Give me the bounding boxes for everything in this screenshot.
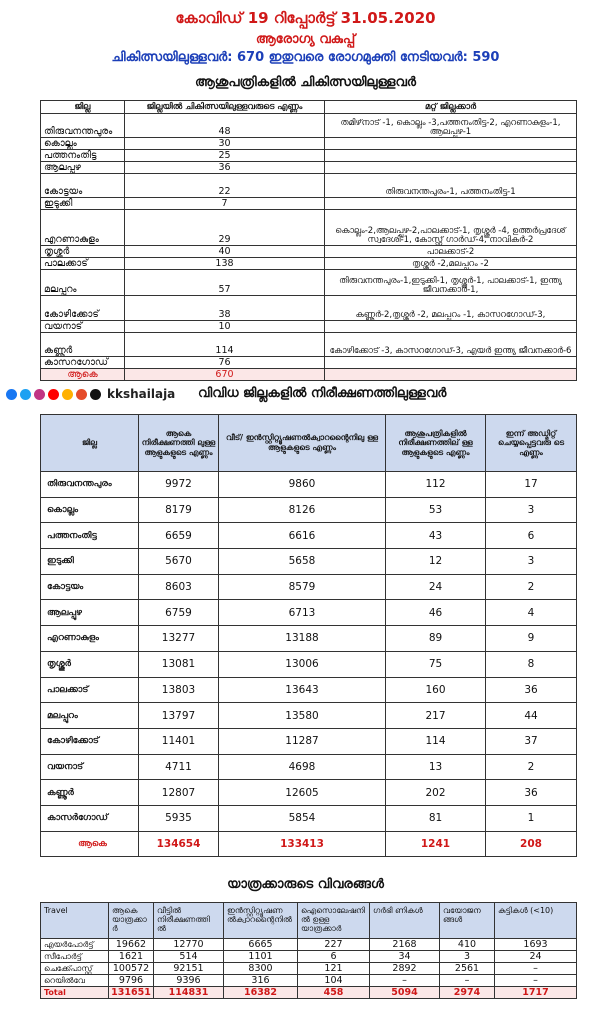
value-cell: 5854 xyxy=(219,805,386,831)
value-cell: 202 xyxy=(386,780,486,806)
table-row xyxy=(41,728,577,754)
value-cell: 2892 xyxy=(370,963,440,975)
value-cell: 53 xyxy=(386,497,486,523)
total-count: 670 xyxy=(125,369,325,381)
value-cell: 19662 xyxy=(109,939,154,951)
total-label: ആകെ xyxy=(41,831,139,857)
col-header-other-districts: മറ്റ് ജില്ലക്കാർ xyxy=(325,101,577,114)
value-cell: 13797 xyxy=(139,703,219,729)
travel-type-cell: റെയിൽവേ xyxy=(41,975,109,987)
total-value: 133413 xyxy=(219,831,386,857)
value-cell: 6665 xyxy=(224,939,298,951)
table-row xyxy=(41,574,577,600)
value-cell: 13803 xyxy=(139,677,219,703)
summary-line: ചികിത്സയിലുള്ളവർ: 670 ഇതുവരെ രോഗമുക്തി നേടിയവർ: 590 xyxy=(111,50,500,65)
value-cell: 8579 xyxy=(219,574,386,600)
value-cell: 227 xyxy=(298,939,370,951)
col-header: ഇൻസ്റ്റിറ്റ്യൂഷണ ൽക്വാറന്റൈനിൽ xyxy=(224,903,298,939)
count-cell: 48 xyxy=(125,114,325,138)
count-cell: 114 xyxy=(125,333,325,357)
other-districts-cell xyxy=(325,357,577,369)
col-header: വീട്/ ഇൻസ്റ്റിറ്റ്യൂഷണൽക്വാറന്റൈനിലു ള്ള ആളുകളുടെ എണ്ണം xyxy=(219,415,386,472)
total-row xyxy=(41,831,577,857)
table-row xyxy=(41,162,577,174)
district-cell: ആലപ്പുഴ xyxy=(41,600,139,626)
travellers-table xyxy=(40,902,577,999)
district-cell: പാലക്കാട് xyxy=(41,258,125,270)
value-cell: 81 xyxy=(386,805,486,831)
col-header: ഐസൊലേഷനി ൽ ഉള്ള യാത്രക്കാർ xyxy=(298,903,370,939)
section3-title: യാത്രക്കാരുടെ വിവരങ്ങൾ xyxy=(227,877,384,892)
value-cell: 36 xyxy=(486,677,577,703)
value-cell: 24 xyxy=(386,574,486,600)
value-cell: 8126 xyxy=(219,497,386,523)
value-cell: 6616 xyxy=(219,523,386,549)
col-header: ഇന്ന് അഡ്മിറ്റ് ചെയ്യപ്പെട്ടവരു ടെ എണ്ണം xyxy=(486,415,577,472)
district-cell: എറണാകുളം xyxy=(41,210,125,246)
value-cell: 36 xyxy=(486,780,577,806)
facebook-icon xyxy=(6,389,17,400)
table-row xyxy=(41,258,577,270)
table-row xyxy=(41,523,577,549)
other-districts-cell: തമിഴ്‌നാട് -1, കൊല്ലം -3,പത്തനംതിട്ട-2, എറണാകുളം-1, ആലപ്പുഴ-1 xyxy=(325,114,577,138)
value-cell: – xyxy=(440,975,495,987)
table-row xyxy=(41,357,577,369)
table-row xyxy=(41,174,577,198)
value-cell: 6 xyxy=(486,523,577,549)
table-row xyxy=(41,549,577,575)
total-value: 1717 xyxy=(495,987,577,999)
table-row xyxy=(41,333,577,357)
travel-type-cell: എയർപോർട്ട് xyxy=(41,939,109,951)
col-header: ആകെ നിരീക്ഷണത്തി ലുള്ള ആളുകളുടെ എണ്ണം xyxy=(139,415,219,472)
value-cell: 9 xyxy=(486,626,577,652)
col-header: Travel xyxy=(41,903,109,939)
count-cell: 57 xyxy=(125,270,325,296)
table-row xyxy=(41,703,577,729)
value-cell: 514 xyxy=(154,951,224,963)
social-handle: kkshailaja xyxy=(107,387,176,401)
value-cell: 6 xyxy=(298,951,370,963)
other-districts-cell xyxy=(325,321,577,333)
value-cell: 8 xyxy=(486,651,577,677)
count-cell: 40 xyxy=(125,246,325,258)
helo-icon xyxy=(76,389,87,400)
department-title: ആരോഗ്യ വകുപ്പ് xyxy=(255,32,356,47)
value-cell: 2561 xyxy=(440,963,495,975)
travel-type-cell: സീപോർട്ട് xyxy=(41,951,109,963)
value-cell: 5935 xyxy=(139,805,219,831)
col-header: ആകെ യാത്രക്കാ ർ xyxy=(109,903,154,939)
table-row xyxy=(41,497,577,523)
count-cell: 76 xyxy=(125,357,325,369)
other-districts-cell xyxy=(325,162,577,174)
total-value: 134654 xyxy=(139,831,219,857)
other-districts-cell xyxy=(325,150,577,162)
district-cell: കൊല്ലം xyxy=(41,497,139,523)
col-header-district: ജില്ല xyxy=(41,101,125,114)
table-row xyxy=(41,150,577,162)
social-icons xyxy=(6,389,101,400)
tiktok-icon xyxy=(90,389,101,400)
value-cell: 24 xyxy=(495,951,577,963)
value-cell: 13580 xyxy=(219,703,386,729)
count-cell: 30 xyxy=(125,138,325,150)
value-cell: 112 xyxy=(386,472,486,498)
col-header: ജില്ല xyxy=(41,415,139,472)
other-districts-cell: തൃശ്ശൂർ -2,മലപ്പുറം -2 xyxy=(325,258,577,270)
count-cell: 29 xyxy=(125,210,325,246)
table-row xyxy=(41,754,577,780)
col-header: കുട്ടികൾ (<10) xyxy=(495,903,577,939)
value-cell: 4 xyxy=(486,600,577,626)
district-cell: കാസർഗോഡ് xyxy=(41,805,139,831)
value-cell: 13188 xyxy=(219,626,386,652)
col-header: വയോജന ങ്ങൾ xyxy=(440,903,495,939)
value-cell: 43 xyxy=(386,523,486,549)
table-row xyxy=(41,780,577,806)
table-row xyxy=(41,600,577,626)
district-cell: കോഴിക്കോട് xyxy=(41,296,125,321)
table-row xyxy=(41,939,577,951)
table-row xyxy=(41,975,577,987)
value-cell: 8603 xyxy=(139,574,219,600)
table-row xyxy=(41,296,577,321)
hospital-treatment-table xyxy=(40,100,577,381)
value-cell: 6759 xyxy=(139,600,219,626)
district-cell: തിരുവനന്തപുരം xyxy=(41,472,139,498)
value-cell: 9972 xyxy=(139,472,219,498)
value-cell: 6659 xyxy=(139,523,219,549)
value-cell: 104 xyxy=(298,975,370,987)
value-cell: 114 xyxy=(386,728,486,754)
table-row xyxy=(41,677,577,703)
value-cell: 37 xyxy=(486,728,577,754)
district-cell: കോഴിക്കോട് xyxy=(41,728,139,754)
count-cell: 25 xyxy=(125,150,325,162)
value-cell: 2 xyxy=(486,574,577,600)
col-header: ഗർഭി ണികൾ xyxy=(370,903,440,939)
table-row xyxy=(41,114,577,138)
other-districts-cell: പാലക്കാട്-2 xyxy=(325,246,577,258)
district-cell: കോട്ടയം xyxy=(41,174,125,198)
value-cell: – xyxy=(370,975,440,987)
total-value: 131651 xyxy=(109,987,154,999)
value-cell: 34 xyxy=(370,951,440,963)
value-cell: 160 xyxy=(386,677,486,703)
district-cell: തൃശ്ശൂർ xyxy=(41,651,139,677)
district-cell: ഇടുക്കി xyxy=(41,549,139,575)
value-cell: – xyxy=(495,963,577,975)
value-cell: – xyxy=(495,975,577,987)
value-cell: 75 xyxy=(386,651,486,677)
value-cell: 12770 xyxy=(154,939,224,951)
value-cell: 9796 xyxy=(109,975,154,987)
table-row xyxy=(41,805,577,831)
table-row xyxy=(41,270,577,296)
district-cell: പത്തനംതിട്ട xyxy=(41,150,125,162)
report-title: കോവിഡ് 19 റിപ്പോർട്ട് 31.05.2020 xyxy=(175,9,436,27)
value-cell: 13643 xyxy=(219,677,386,703)
youtube-icon xyxy=(48,389,59,400)
count-cell: 7 xyxy=(125,198,325,210)
value-cell: 13006 xyxy=(219,651,386,677)
total-value: 5094 xyxy=(370,987,440,999)
value-cell: 8300 xyxy=(224,963,298,975)
table-row xyxy=(41,651,577,677)
total-value: 16382 xyxy=(224,987,298,999)
count-cell: 38 xyxy=(125,296,325,321)
value-cell: 2 xyxy=(486,754,577,780)
table-row xyxy=(41,210,577,246)
other-districts-cell: കോഴിക്കോട് -3, കാസറഗോഡ്-3, എയർ ഇന്ത്യ ജീവനക്കാർ-6 xyxy=(325,333,577,357)
other-districts-cell: തിരുവനന്തപുരം-1,ഇടുക്കി-1, തൃശ്ശൂർ-1, പാലക്കാട്-1, ഇന്ത്യ ജീവനക്കാർ-1, xyxy=(325,270,577,296)
value-cell: 5658 xyxy=(219,549,386,575)
district-cell: മലപ്പുറം xyxy=(41,703,139,729)
value-cell: 11401 xyxy=(139,728,219,754)
table-row xyxy=(41,626,577,652)
count-cell: 138 xyxy=(125,258,325,270)
value-cell: 5670 xyxy=(139,549,219,575)
table-row xyxy=(41,963,577,975)
district-cell: വയനാട് xyxy=(41,321,125,333)
value-cell: 4698 xyxy=(219,754,386,780)
table-row xyxy=(41,138,577,150)
value-cell: 3 xyxy=(486,549,577,575)
district-cell: കണ്ണൂർ xyxy=(41,780,139,806)
total-row xyxy=(41,369,577,381)
district-cell: വയനാട് xyxy=(41,754,139,780)
district-cell: തിരുവനന്തപുരം xyxy=(41,114,125,138)
total-value: 458 xyxy=(298,987,370,999)
district-cell: ആലപ്പുഴ xyxy=(41,162,125,174)
twitter-icon xyxy=(20,389,31,400)
total-label: Total xyxy=(41,987,109,999)
value-cell: 217 xyxy=(386,703,486,729)
district-cell: ഇടുക്കി xyxy=(41,198,125,210)
total-value: 208 xyxy=(486,831,577,857)
value-cell: 1 xyxy=(486,805,577,831)
table-row xyxy=(41,472,577,498)
value-cell: 3 xyxy=(440,951,495,963)
other-districts-cell: തിരുവനന്തപുരം-1, പത്തനംതിട്ട-1 xyxy=(325,174,577,198)
table-row xyxy=(41,198,577,210)
value-cell: 1693 xyxy=(495,939,577,951)
section2-title: വിവിധ ജില്ലകളിൽ നിരീക്ഷണത്തിലുള്ളവർ xyxy=(198,386,447,401)
value-cell: 46 xyxy=(386,600,486,626)
total-value: 2974 xyxy=(440,987,495,999)
district-cell: എറണാകുളം xyxy=(41,626,139,652)
total-row xyxy=(41,987,577,999)
district-cell: കോട്ടയം xyxy=(41,574,139,600)
value-cell: 1101 xyxy=(224,951,298,963)
count-cell: 10 xyxy=(125,321,325,333)
col-header: വീട്ടിൽ നിരീക്ഷണത്തി ൽ xyxy=(154,903,224,939)
district-cell: കണ്ണൂർ xyxy=(41,333,125,357)
value-cell: 13 xyxy=(386,754,486,780)
count-cell: 36 xyxy=(125,162,325,174)
value-cell: 4711 xyxy=(139,754,219,780)
value-cell: 13277 xyxy=(139,626,219,652)
other-districts-cell: കൊല്ലം-2,ആലപ്പുഴ-2,പാലക്കാട്-1, തൃശ്ശൂർ -4, ഉത്തർപ്രദേശ് സ്വദേശി-1, കോസ്റ്റ് ഗാർഡ്-4, നാവികർ-2 xyxy=(325,210,577,246)
col-header: ആശുപത്രികളിൽ നിരീക്ഷണത്തില് ള്ള ആളുകളുടെ എണ്ണം xyxy=(386,415,486,472)
district-cell: കൊല്ലം xyxy=(41,138,125,150)
district-cell: തൃശ്ശൂർ xyxy=(41,246,125,258)
section1-title: ആശുപത്രികളിൽ ചികിത്സയിലുള്ളവർ xyxy=(195,75,416,90)
count-cell: 22 xyxy=(125,174,325,198)
social-bar xyxy=(6,384,175,404)
value-cell: 9860 xyxy=(219,472,386,498)
value-cell: 3 xyxy=(486,497,577,523)
sharechat-icon xyxy=(62,389,73,400)
value-cell: 8179 xyxy=(139,497,219,523)
value-cell: 11287 xyxy=(219,728,386,754)
value-cell: 410 xyxy=(440,939,495,951)
value-cell: 2168 xyxy=(370,939,440,951)
district-cell: കാസറഗോഡ് xyxy=(41,357,125,369)
value-cell: 6713 xyxy=(219,600,386,626)
value-cell: 13081 xyxy=(139,651,219,677)
col-header-count: ജില്ലയിൽ ചികിത്സയിലുള്ളവരുടെ എണ്ണം xyxy=(125,101,325,114)
value-cell: 12 xyxy=(386,549,486,575)
table-row xyxy=(41,951,577,963)
value-cell: 1621 xyxy=(109,951,154,963)
district-cell: മലപ്പുറം xyxy=(41,270,125,296)
observation-table xyxy=(40,414,577,857)
value-cell: 121 xyxy=(298,963,370,975)
total-label: ആകെ xyxy=(41,369,125,381)
value-cell: 100572 xyxy=(109,963,154,975)
value-cell: 12605 xyxy=(219,780,386,806)
value-cell: 17 xyxy=(486,472,577,498)
table-row xyxy=(41,246,577,258)
other-districts-cell xyxy=(325,198,577,210)
other-districts-cell: കണ്ണൂർ-2,തൃശ്ശൂർ -2, മലപ്പുറം -1, കാസറഗോഡ്-3, xyxy=(325,296,577,321)
value-cell: 89 xyxy=(386,626,486,652)
table-row xyxy=(41,321,577,333)
travel-type-cell: ചെക്ക്പോസ്റ്റ് xyxy=(41,963,109,975)
district-cell: പത്തനംതിട്ട xyxy=(41,523,139,549)
total-value: 1241 xyxy=(386,831,486,857)
total-value: 114831 xyxy=(154,987,224,999)
value-cell: 316 xyxy=(224,975,298,987)
instagram-icon xyxy=(34,389,45,400)
value-cell: 44 xyxy=(486,703,577,729)
total-other-cell xyxy=(325,369,577,381)
other-districts-cell xyxy=(325,138,577,150)
district-cell: പാലക്കാട് xyxy=(41,677,139,703)
value-cell: 9396 xyxy=(154,975,224,987)
value-cell: 12807 xyxy=(139,780,219,806)
value-cell: 92151 xyxy=(154,963,224,975)
